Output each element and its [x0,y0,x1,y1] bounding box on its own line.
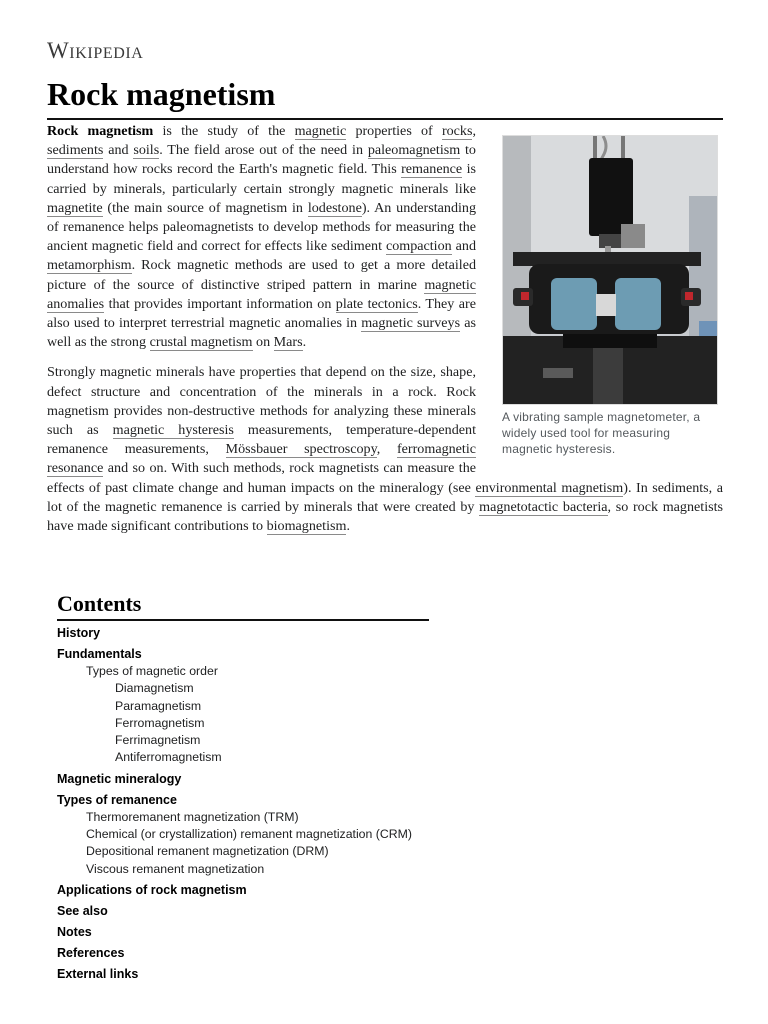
toc-item-label: Types of magnetic order [86,664,218,678]
body-text: ). In sediments, a lot of the magnetic remanence is carried by minerals that were created by [47,479,723,515]
toc-item-label: Depositional remanent magnetization (DRM) [86,844,329,859]
article-link[interactable]: metamorphism [47,257,132,274]
toc-item[interactable] [57,646,429,663]
body-text: as well as the strong [47,315,476,351]
magnetometer-photo[interactable] [502,135,718,405]
article-link[interactable]: sediments [47,142,104,159]
article-body [47,122,723,547]
toc-item[interactable] [57,966,429,983]
toc-item[interactable] [57,924,429,941]
body-text: , [472,123,476,139]
article-link[interactable]: compaction [385,238,452,255]
article-link[interactable]: magnetic [294,123,347,139]
toc-item[interactable] [57,663,429,680]
article-link[interactable]: plate tectonics [335,295,418,312]
toc-item-label: History [57,626,101,640]
toc-item-label: Ferromagnetism [115,715,205,730]
article-link[interactable]: biomagnetism [266,518,347,535]
toc-item[interactable] [57,882,429,899]
body-text: is the study of the [153,123,295,139]
body-text: Strongly magnetic minerals have properties that depend on the size, shape, defect structure and concentration of the minerals in a rock. Rock magnetism provides non-destructive methods for analyzing these minerals such as [47,364,476,439]
toc-list [57,625,429,983]
body-text: that provides important information on [104,295,336,312]
toc-item[interactable] [57,792,429,809]
body-text: , so rock magnetists have made significant contributions to [47,498,724,535]
toc-item[interactable] [57,698,429,715]
toc-item-label: Paramagnetism [115,698,202,713]
body-text: and so on. With such methods, rock magnetists can measure the effects of past climate change and human impacts on the mineralogy (see [47,460,476,496]
toc-item[interactable] [57,861,429,878]
article-link[interactable]: Mars [273,334,303,351]
page-title: Rock magnetism [47,72,723,120]
figure-caption: A vibrating sample magnetometer, a widely used tool for measuring magnetic hysteresis. [502,410,701,456]
article-link[interactable]: magnetite [47,199,103,216]
toc-item-label: Viscous remanent magnetization [86,861,265,876]
body-text: on [252,334,274,351]
toc-item-label: Magnetic mineralogy [57,771,182,786]
article-link[interactable]: ferromagnetic resonance [47,441,477,477]
article-link[interactable]: magnetotactic bacteria [479,498,608,515]
toc-item[interactable] [57,732,429,749]
toc-item-label: External links [57,966,139,981]
body-text: . [302,334,307,351]
toc-item-label: Applications of rock magnetism [57,882,247,897]
toc-item-label: Thermoremanent magnetization (TRM) [86,809,299,824]
toc-item-label: Antiferromagnetism [115,750,222,765]
toc-item[interactable] [57,771,429,788]
toc-item-label: Chemical (or crystallization) remanent magnetization (CRM) [86,827,412,842]
body-text: , [376,441,397,458]
toc-item-label: Ferrimagnetism [115,733,201,748]
toc-item[interactable] [57,843,429,860]
body-text: . The field arose out of the need in [159,142,368,159]
toc-item-label: See also [57,903,108,918]
body-text: properties of [346,123,442,139]
article-link[interactable]: Mössbauer spectroscopy [225,441,377,458]
article-link[interactable]: paleomagnetism [367,142,461,159]
body-text: . They are also used to interpret terrestrial magnetic anomalies in [47,295,476,332]
toc-item[interactable] [57,625,429,642]
article-link[interactable]: remanence [401,161,463,178]
body-text: ). An understanding of remanence helps paleomagnetists to develop methods for measuring the ancient magnetic field and correct for effects like sediment [47,199,476,255]
article-link[interactable]: magnetic surveys [361,315,461,332]
article-link[interactable]: environmental magnetism [475,479,624,496]
article-link[interactable]: rocks [441,123,473,139]
table-of-contents [57,590,429,983]
toc-title: Contents [57,590,429,621]
toc-item-label: Fundamentals [57,647,142,661]
figure-box [502,135,718,457]
body-text: and [451,238,476,255]
wikipedia-wordmark[interactable]: Wikipedia [47,38,144,63]
body-text: measurements, temperature-dependent remanence measurements, [47,422,476,458]
bold-term: Rock magnetism [47,123,154,139]
toc-item[interactable] [57,809,429,826]
article-link[interactable]: lodestone [307,199,362,216]
toc-item[interactable] [57,903,429,920]
toc-item-label: Diamagnetism [115,681,194,696]
toc-item[interactable] [57,749,429,766]
body-text: . Rock magnetic methods are used to get a more detailed picture of the source of distinctive striped pattern in marine [47,257,476,293]
toc-item-label: Types of remanence [57,792,177,807]
article-link[interactable]: crustal magnetism [149,334,253,351]
article-link[interactable]: magnetic anomalies [47,276,476,312]
toc-item[interactable] [57,826,429,843]
toc-item-label: References [57,945,125,960]
body-text: to understand how rocks record the Earth's magnetic field. This [47,142,476,178]
toc-item-label: Notes [57,924,92,939]
toc-item[interactable] [57,680,429,697]
body-text: (the main source of magnetism in [102,199,308,216]
body-text: is carried by minerals, particularly certain strongly magnetic minerals like [47,161,476,197]
toc-item[interactable] [57,945,429,962]
toc-item[interactable] [57,715,429,732]
body-text: . [346,518,350,535]
article-link[interactable]: soils [133,142,160,159]
body-text: and [103,142,134,159]
article-link[interactable]: magnetic hysteresis [112,422,234,439]
